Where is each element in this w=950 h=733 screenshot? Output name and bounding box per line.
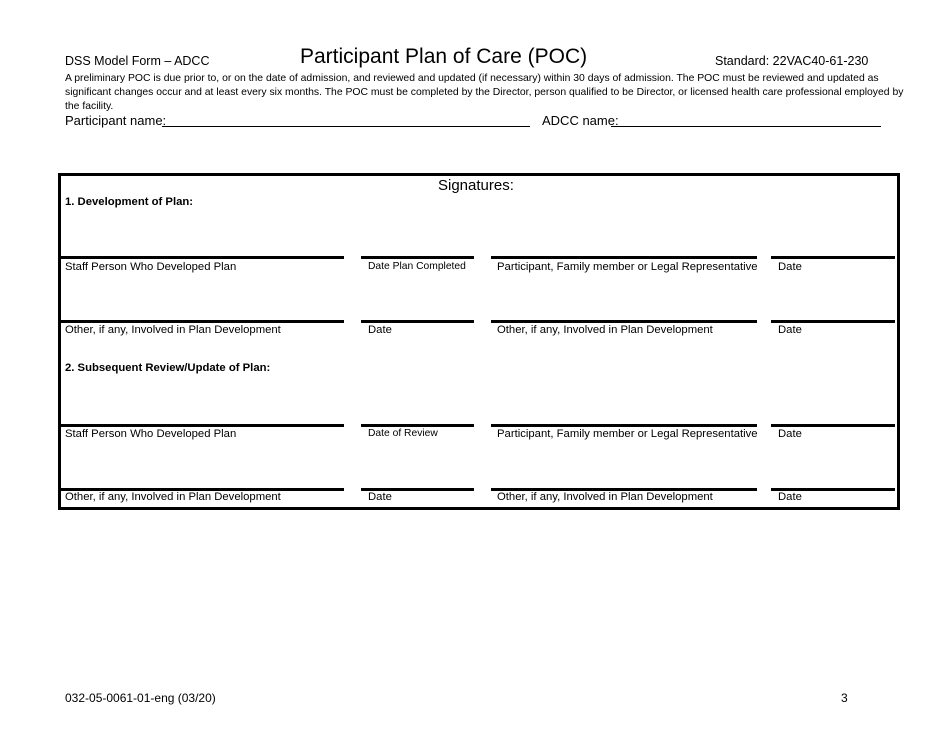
participant-signature-label: Participant, Family member or Legal Representative — [497, 261, 758, 273]
participant-name-label: Participant name: — [65, 113, 167, 128]
page-title: Participant Plan of Care (POC) — [300, 45, 588, 68]
other-signature-line[interactable] — [61, 320, 344, 323]
other-signature-label: Other, if any, Involved in Plan Development — [497, 324, 713, 336]
section2-heading: 2. Subsequent Review/Update of Plan: — [65, 362, 271, 374]
page-number: 3 — [841, 691, 848, 705]
staff-signature-line[interactable] — [61, 424, 344, 427]
other-signature-line[interactable] — [491, 320, 757, 323]
participant-name-field[interactable] — [162, 126, 530, 127]
date-label: Date — [778, 428, 802, 440]
participant-signature-line[interactable] — [491, 256, 757, 259]
form-number: 032-05-0061-01-eng (03/20) — [65, 691, 216, 705]
signatures-box — [58, 173, 900, 510]
participant-signature-line[interactable] — [491, 424, 757, 427]
date-label: Date — [778, 261, 802, 273]
section1-heading: 1. Development of Plan: — [65, 196, 194, 208]
adcc-name-field[interactable] — [611, 126, 881, 127]
other-signature-label: Other, if any, Involved in Plan Development — [65, 324, 281, 336]
staff-signature-label: Staff Person Who Developed Plan — [65, 428, 237, 440]
signatures-title: Signatures: — [438, 177, 514, 194]
date-line[interactable] — [771, 256, 895, 259]
intro-text: A preliminary POC is due prior to, or on the date of admission, and reviewed and updated (if necessary) within 30 days of admission. The POC must be reviewed and updated as significant changes occur and at least every six months. The POC must be completed by the Director, person qualified to be Director, or licensed health care professional employed by the facility. — [65, 73, 904, 112]
standard-reference: Standard: 22VAC40-61-230 — [715, 54, 869, 68]
staff-signature-label: Staff Person Who Developed Plan — [65, 261, 237, 273]
date-line[interactable] — [361, 320, 474, 323]
date-label: Date — [778, 324, 802, 336]
date-label: Date — [368, 324, 392, 336]
participant-signature-label: Participant, Family member or Legal Representative — [497, 428, 758, 440]
staff-signature-line[interactable] — [61, 256, 344, 259]
date-label: Date — [368, 491, 392, 503]
date-of-review-label: Date of Review — [368, 428, 438, 439]
date-completed-label: Date Plan Completed — [368, 261, 466, 272]
form-id: DSS Model Form – ADCC — [65, 54, 210, 68]
date-line[interactable] — [771, 320, 895, 323]
date-label: Date — [778, 491, 802, 503]
adcc-name-label: ADCC name: — [542, 113, 619, 128]
other-signature-label: Other, if any, Involved in Plan Development — [65, 491, 281, 503]
other-signature-label: Other, if any, Involved in Plan Development — [497, 491, 713, 503]
date-of-review-line[interactable] — [361, 424, 474, 427]
date-line[interactable] — [771, 424, 895, 427]
date-completed-line[interactable] — [361, 256, 474, 259]
